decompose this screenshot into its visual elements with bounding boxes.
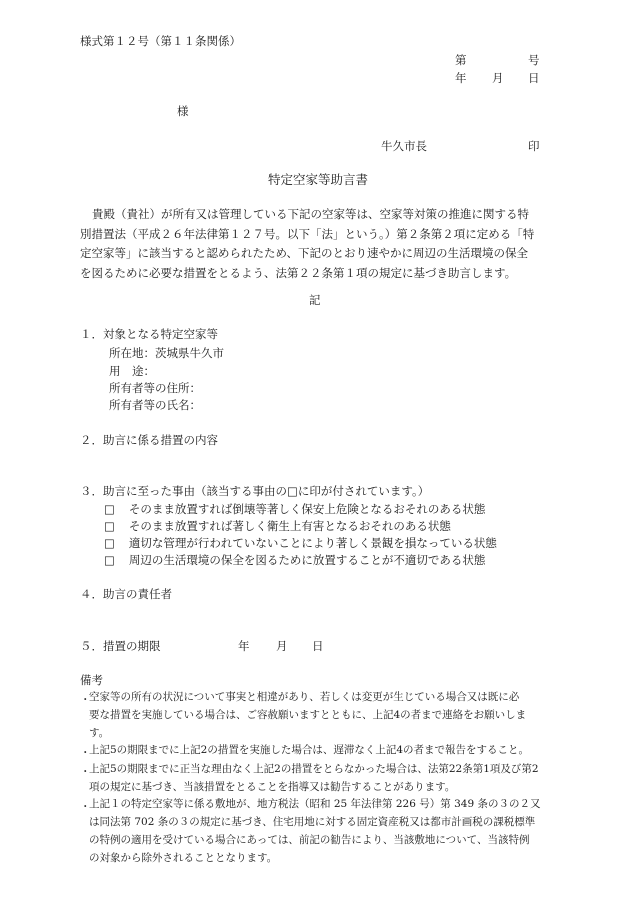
section1-location: 所在地：茨城県牛久市 xyxy=(109,346,224,360)
note-bullet: ・ xyxy=(80,747,91,759)
deadline-year: 年 xyxy=(238,639,250,653)
issuer-name: 牛久市長 xyxy=(381,139,427,153)
reason-text: そのまま放置すれば倒壊等著しく保安上危険となるおそれのある状態 xyxy=(128,502,486,516)
section1-heading: １．対象となる特定空家等 xyxy=(80,327,218,341)
note-line: 項の規定に基づき、当該措置をとることを指導又は勧告することがあります。 xyxy=(89,781,456,793)
section2-heading: ２．助言に係る措置の内容 xyxy=(80,433,218,447)
reason-checkbox[interactable]: □ xyxy=(104,553,115,567)
issuer-seal: 印 xyxy=(528,139,540,153)
date-day: 日 xyxy=(528,71,540,85)
reason-text: 適切な管理が行われていないことにより著しく景観を損なっている状態 xyxy=(128,536,497,550)
reason-item xyxy=(104,553,485,567)
ki-label: 記 xyxy=(309,293,321,307)
note-line: の特例の適用を受けている場合にあっては、前記の勧告により、当該敷地について、当該特例 xyxy=(89,834,530,846)
addressee-honorific: 様 xyxy=(177,104,189,118)
document-title: 特定空家等助言書 xyxy=(268,172,369,187)
reason-item xyxy=(104,536,497,550)
note-item xyxy=(89,688,561,742)
note-bullet: ・ xyxy=(80,801,91,813)
reason-checkbox[interactable]: □ xyxy=(104,536,115,550)
reason-item xyxy=(104,502,485,516)
intro-line: 貴殿（貴社）が所有又は管理している下記の空家等は、空家等対策の推進に関する特 xyxy=(92,207,529,221)
doc-number-suffix: 号 xyxy=(528,53,540,67)
reason-checkbox[interactable]: □ xyxy=(104,519,115,533)
form-number: 様式第１２号（第１１条関係） xyxy=(80,34,241,48)
note-item xyxy=(89,760,561,796)
section5-heading: ５．措置の期限 xyxy=(80,639,161,653)
note-line: 上記１の特定空家等に係る敷地が、地方税法（昭和 25 年法律第 226 号）第 349 条の３の２又 xyxy=(89,798,541,810)
section1-owner-address: 所有者等の住所： xyxy=(109,381,201,395)
date-month: 月 xyxy=(492,71,504,85)
reason-checkbox[interactable]: □ xyxy=(104,502,115,516)
intro-line: を図るために必要な措置をとるよう、法第２２条第１項の規定に基づき助言します。 xyxy=(80,265,517,280)
note-item xyxy=(89,741,561,759)
note-line: は同法第 702 条の３の規定に基づき、住宅用地に対する固定資産税又は都市計画税の課税標準 xyxy=(89,816,536,828)
note-bullet: ・ xyxy=(80,766,91,778)
notes-heading: 備考 xyxy=(80,673,103,687)
reason-text: 周辺の生活環境の保全を図るために放置することが不適切である状態 xyxy=(128,553,486,567)
note-line: 要な措置を実施している場合は、ご容赦願いますとともに、上記4の者まで連絡をお願いしま xyxy=(89,709,527,721)
note-line: の対象から除外されることとなります。 xyxy=(89,852,278,864)
date-year: 年 xyxy=(455,71,467,85)
intro-paragraph xyxy=(80,205,552,283)
reason-item xyxy=(104,519,451,533)
intro-line: 定空家等」に該当すると認められたため、下記のとおり速やかに周辺の生活環境の保全 xyxy=(80,246,529,260)
note-item xyxy=(89,795,561,867)
deadline-day: 日 xyxy=(312,639,324,653)
reason-text: そのまま放置すれば著しく衛生上有害となるおそれのある状態 xyxy=(128,519,451,533)
note-line: す。 xyxy=(89,727,110,739)
section1-usage: 用 途： xyxy=(109,364,155,378)
note-line: 上記5の期限までに上記2の措置を実施した場合は、遅滞なく上記4の者まで報告をすること。 xyxy=(89,744,530,756)
note-bullet: ・ xyxy=(80,694,91,706)
section1-owner-name: 所有者等の氏名： xyxy=(109,398,201,412)
note-line: 上記5の期限までに正当な理由なく上記2の措置をとらなかった場合は、法第22条第1項及び第2 xyxy=(89,763,539,775)
section4-heading: ４．助言の責任者 xyxy=(80,587,172,601)
intro-line: 別措置法（平成２６年法律第１２７号。以下「法」という。）第２条第２項に定める「特 xyxy=(80,226,535,241)
note-line: 空家等の所有の状況について事実と相違があり、若しくは変更が生じている場合又は既に必 xyxy=(89,691,520,703)
deadline-month: 月 xyxy=(276,639,288,653)
section3-heading: ３．助言に至った事由（該当する事由の□に印が付されています。） xyxy=(80,484,430,498)
doc-number-prefix: 第 xyxy=(455,53,467,67)
